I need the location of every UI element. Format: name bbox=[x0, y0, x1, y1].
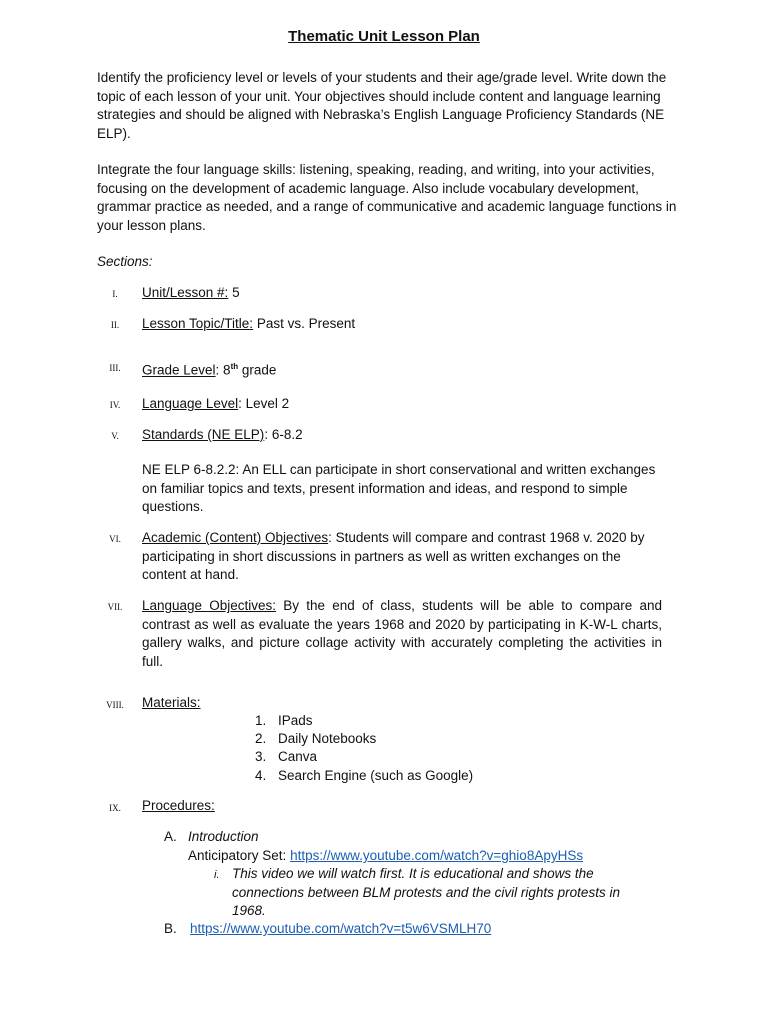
sub-item-text: This video we will watch first. It is educational and shows the connections between BLM protests and the civil rights protests in 1968. bbox=[232, 866, 620, 918]
anticipatory-set bbox=[188, 847, 583, 866]
procedure-a-letter: A. bbox=[164, 829, 177, 844]
item-number-iii: III. bbox=[109, 363, 121, 373]
item-number-ix: IX. bbox=[109, 803, 121, 813]
item-number-v: V. bbox=[111, 431, 119, 441]
item-number-i: I. bbox=[112, 289, 118, 299]
item-label: Language Level bbox=[142, 396, 239, 411]
item-lesson-topic bbox=[142, 315, 662, 334]
item-value: : Students will compare and contrast 1968 v. 2020 by participating in short discussions in partners as well as written exchanges on the content at hand. bbox=[142, 530, 645, 582]
procedure-b-link[interactable]: https://www.youtube.com/watch?v=t5w6VSMLH70 bbox=[190, 921, 492, 936]
anticipatory-link[interactable]: https://www.youtube.com/watch?v=ghio8ApyHSs bbox=[290, 848, 584, 863]
item-value: : 8 bbox=[215, 362, 231, 378]
item-label: Procedures: bbox=[142, 798, 215, 813]
item-label: Standards (NE ELP) bbox=[142, 427, 265, 442]
item-label: Lesson Topic/Title: bbox=[142, 316, 254, 331]
item-procedures bbox=[142, 797, 662, 816]
sections-label: Sections: bbox=[97, 254, 153, 269]
item-value: By the end of class, students will be able to compare and contrast as well as evaluate the years 1968 and 2020 by participating in K-W-L charts, gallery walks, and picture collage activity with accurately completing the activities in full. bbox=[142, 598, 663, 669]
item-value: : 6-8.2 bbox=[264, 427, 303, 442]
item-value: : Level 2 bbox=[238, 396, 290, 411]
item-number-iv: IV. bbox=[109, 400, 121, 410]
item-value-suffix: grade bbox=[238, 362, 277, 378]
item-label: Academic (Content) Objectives bbox=[142, 530, 329, 545]
standard-code: NE ELP 6-8.2.2: bbox=[142, 462, 240, 477]
item-number-vi: VI. bbox=[109, 534, 121, 544]
intro-paragraph-2: Integrate the four language skills: listening, speaking, reading, and writing, into your activities, focusing on the development of academic language. Also include vocabulary development, grammar practice as needed, and a range of communicative and academic language functions in your lesson plans. bbox=[97, 162, 677, 233]
sub-item-number: i. bbox=[214, 869, 220, 881]
list-item: 1. IPads bbox=[255, 713, 313, 728]
standard-detail bbox=[142, 461, 662, 517]
item-label: Materials: bbox=[142, 695, 201, 710]
item-number-vii: VII. bbox=[107, 602, 123, 612]
procedure-b-letter: B. bbox=[164, 921, 177, 936]
list-item: 3. Canva bbox=[255, 749, 318, 765]
item-language-level bbox=[142, 395, 662, 414]
list-item: 4. Search Engine (such as Google) bbox=[255, 767, 474, 783]
intro-paragraph-1: Identify the proficiency level or levels of your students and their age/grade level. Write down the topic of each lesson of your unit. Your objectives should include content and language learning strategies and should be aligned with Nebraska’s English Language Proficiency Standards (NE ELP). bbox=[97, 70, 667, 141]
item-label: Unit/Lesson #: bbox=[142, 285, 229, 300]
item-value: Past vs. Present bbox=[253, 316, 356, 331]
item-number-viii: VIII. bbox=[106, 700, 124, 710]
ordinal-suffix: th bbox=[230, 362, 239, 371]
materials-list bbox=[255, 712, 473, 785]
item-unit-lesson bbox=[142, 284, 662, 303]
anticipatory-label: Anticipatory Set: bbox=[188, 848, 291, 863]
item-standards bbox=[142, 426, 662, 445]
item-number-ii: II. bbox=[110, 320, 120, 330]
standard-description: An ELL can participate in short conservational and written exchanges on familiar topics and texts, present information and ideas, and respond to simple questions. bbox=[142, 462, 656, 514]
item-grade-level bbox=[142, 358, 662, 380]
item-materials bbox=[142, 694, 662, 713]
procedure-a-title: Introduction bbox=[188, 829, 259, 844]
document-title: Thematic Unit Lesson Plan bbox=[288, 28, 480, 45]
item-label: Language Objectives: bbox=[142, 598, 277, 613]
item-academic-objectives bbox=[142, 529, 662, 585]
item-value: 5 bbox=[228, 285, 240, 300]
item-language-objectives bbox=[142, 597, 662, 671]
list-item: 2. Daily Notebooks bbox=[255, 731, 377, 747]
item-label: Grade Level bbox=[142, 362, 216, 378]
